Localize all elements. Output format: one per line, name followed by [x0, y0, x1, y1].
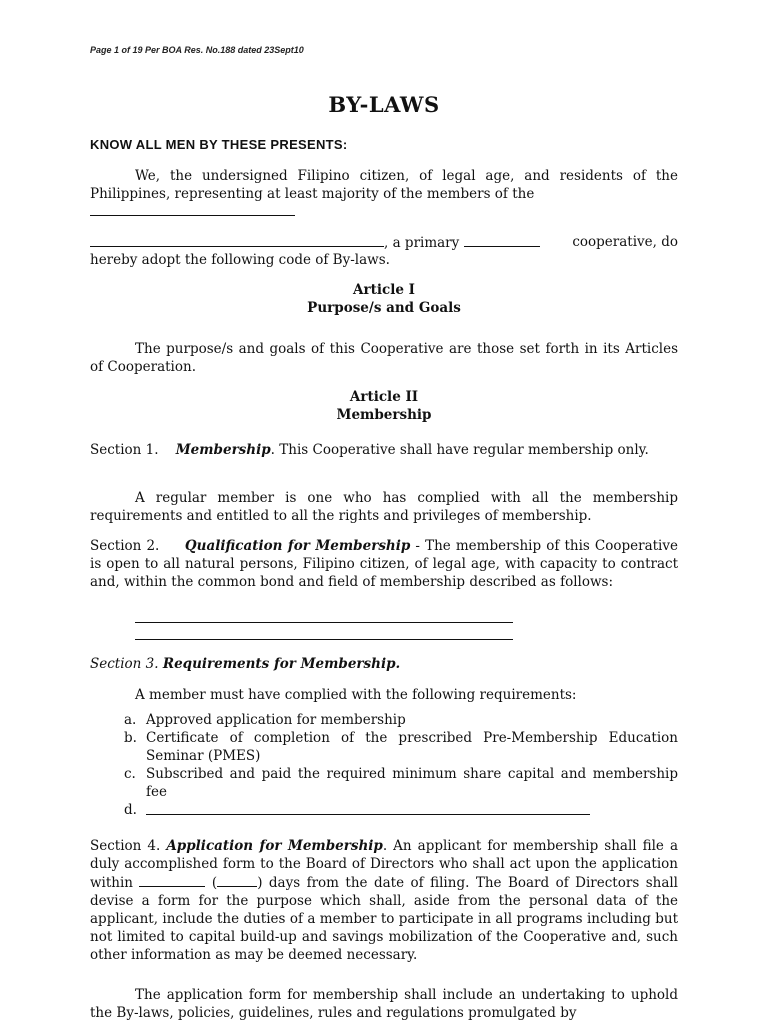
section-1-title: Membership [175, 442, 271, 458]
list-item-text: Approved application for membership [146, 712, 406, 728]
section-4-text-3: ) days from the date of filing. The Board of Directors shall devise a form for the purpose which shall, aside from the personal data of the applicant, include the duties of a member to participate in all programs including but not limited to capital build-up and savings mobilization of the Cooperative and, such other information as may be deemed necessary. [90, 875, 678, 963]
article-1-text: The purpose/s and goals of this Cooperative are those set forth in its Articles of Cooperation. [90, 341, 678, 375]
section-2-title: Qualification for Membership [184, 538, 411, 554]
know-all-heading: KNOW ALL MEN BY THESE PRESENTS: [90, 137, 348, 152]
blank-line-cooperative-name-2[interactable] [90, 233, 384, 247]
article-2-subheading: Membership [336, 407, 432, 423]
blank-line-field-of-membership-2[interactable] [135, 639, 513, 640]
article-1-subheading: Purpose/s and Goals [307, 300, 461, 316]
blank-line-other-requirement[interactable] [146, 801, 590, 815]
section-4-title: Application for Membership [166, 838, 383, 854]
list-item-text: Subscribed and paid the required minimum share capital and membership fee [146, 766, 678, 800]
intro-primary-text: , a primary [384, 235, 460, 251]
blank-line-days-words[interactable] [139, 873, 205, 887]
list-item-text: Certificate of completion of the prescribed Pre-Membership Education Seminar (PMES) [146, 730, 678, 764]
article-1-heading: Article I [353, 282, 415, 298]
list-item [90, 729, 678, 765]
section-4 [90, 837, 678, 964]
section-3-intro: A member must have complied with the following requirements: [135, 687, 577, 703]
section-1 [90, 441, 678, 459]
blank-line-field-of-membership-1[interactable] [135, 622, 513, 623]
list-item [90, 765, 678, 801]
section-1-paragraph-2: A regular member is one who has complied with all the membership requirements and entitled to all the rights and privileges of membership. [90, 490, 678, 524]
section-4-label: Section 4. [90, 838, 161, 854]
list-item [90, 801, 678, 820]
document-title: BY-LAWS [328, 92, 440, 117]
list-item [90, 711, 678, 729]
blank-line-cooperative-name-1[interactable] [90, 215, 295, 216]
intro-line-2 [90, 233, 678, 252]
section-3-title: Requirements for Membership. [162, 656, 401, 672]
intro-cooperative-text: cooperative, do [572, 234, 678, 250]
intro-paragraph [90, 167, 678, 203]
requirements-list [90, 711, 678, 820]
page-header-note: Page 1 of 19 Per BOA Res. No.188 dated 23Sept10 [90, 45, 304, 55]
article-2-heading: Article II [349, 389, 419, 405]
list-item-marker: a. [124, 712, 137, 728]
intro-text: We, the undersigned Filipino citizen, of legal age, and residents of the Philippines, representing at least majority of the members of the [90, 168, 678, 202]
intro-line-3: hereby adopt the following code of By-laws. [90, 252, 390, 268]
section-2 [90, 537, 678, 591]
section-4-text-1: . An applicant for membership shall file a duly accomplished form to the Board of Directors who shall act upon the application within [90, 838, 678, 891]
section-2-label: Section 2. [90, 538, 160, 554]
section-1-label: Section 1. [90, 442, 159, 458]
list-item-marker: b. [124, 730, 137, 746]
section-3-heading [90, 655, 678, 673]
section-1-text: . This Cooperative shall have regular membership only. [270, 442, 649, 458]
list-item-marker: c. [124, 766, 136, 782]
section-4-text-2: ( [211, 875, 218, 891]
section-4-paragraph-2: The application form for membership shall include an undertaking to uphold the By-laws, policies, guidelines, rules and regulations promulgated by [90, 987, 678, 1021]
blank-line-days-number[interactable] [217, 873, 257, 887]
list-item-marker: d. [124, 802, 137, 818]
section-2-text: - The membership of this Cooperative is open to all natural persons, Filipino citizen, of legal age, with capacity to contract and, within the common bond and field of membership described as follows: [90, 538, 678, 590]
blank-line-cooperative-type[interactable] [464, 233, 540, 247]
section-3-label: Section 3. [90, 656, 159, 672]
